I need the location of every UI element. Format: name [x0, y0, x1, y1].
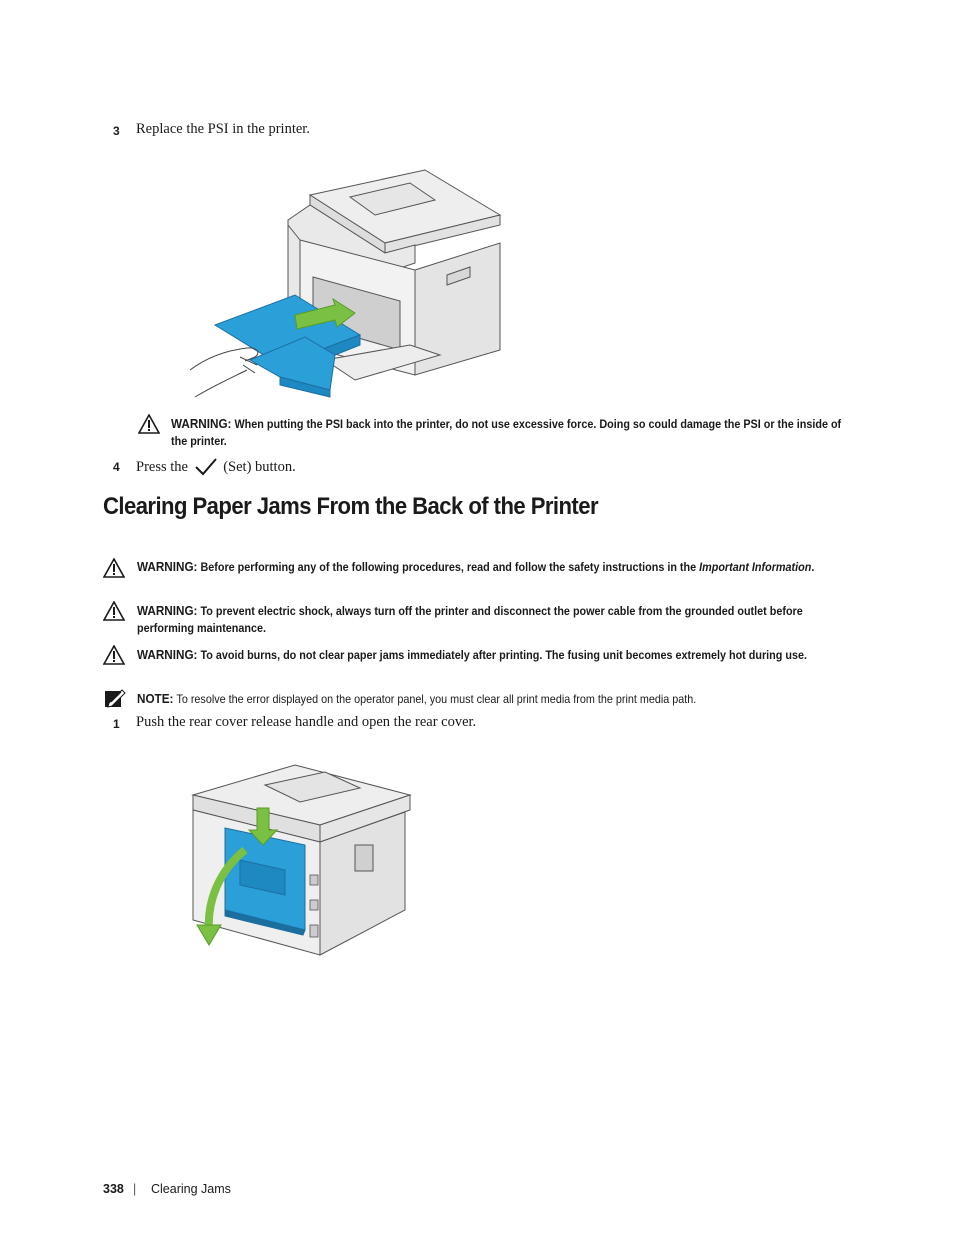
step-text-before: Press the: [136, 459, 188, 475]
psi-insertion-illustration: [185, 165, 510, 405]
checkmark-icon: [194, 457, 218, 477]
set-label: (Set): [223, 459, 252, 475]
warning-label: WARNING:: [137, 603, 198, 618]
rear-cover-illustration: [185, 760, 415, 960]
step-text: Push the rear cover release handle and open the rear cover.: [136, 714, 477, 730]
note-pencil-icon: [104, 688, 126, 708]
section-heading: Clearing Paper Jams From the Back of the Printer: [103, 493, 599, 520]
warning-note: [171, 415, 842, 450]
warning-label: WARNING:: [137, 647, 198, 662]
step-number: 4: [113, 460, 120, 474]
step-text: [136, 457, 296, 477]
page-number: 338: [103, 1182, 124, 1196]
warning-note: [137, 646, 848, 664]
warning-label: WARNING:: [171, 416, 232, 431]
note-label: NOTE:: [137, 691, 174, 706]
warning-label: WARNING:: [137, 559, 198, 574]
step-text-after: button.: [255, 459, 296, 475]
warning-text: To avoid burns, do not clear paper jams immediately after printing. The fusing unit becomes extremely hot during use.: [200, 648, 807, 662]
warning-triangle-icon: [103, 558, 125, 578]
footer-section: Clearing Jams: [151, 1182, 231, 1196]
warning-text: When putting the PSI back into the printer, do not use excessive force. Doing so could damage the PSI or the inside of the printer.: [171, 417, 842, 448]
warning-text: To prevent electric shock, always turn off the printer and disconnect the power cable from the grounded outlet before performing maintenance.: [137, 604, 803, 635]
warning-text: Before performing any of the following procedures, read and follow the safety instructions in the: [200, 560, 697, 574]
warning-end: .: [811, 560, 815, 574]
warning-triangle-icon: [103, 601, 125, 621]
step-number: 3: [113, 124, 120, 138]
note: [137, 690, 848, 708]
warning-note: [137, 558, 848, 576]
step-number: 1: [113, 717, 120, 731]
warning-note: [137, 602, 848, 637]
warning-triangle-icon: [103, 645, 125, 665]
footer-separator: |: [133, 1182, 137, 1196]
step-text: Replace the PSI in the printer.: [136, 121, 310, 137]
document-title-link: Important Information: [699, 560, 812, 574]
warning-triangle-icon: [138, 414, 160, 434]
note-text: To resolve the error displayed on the operator panel, you must clear all print media from the print media path.: [176, 692, 697, 706]
